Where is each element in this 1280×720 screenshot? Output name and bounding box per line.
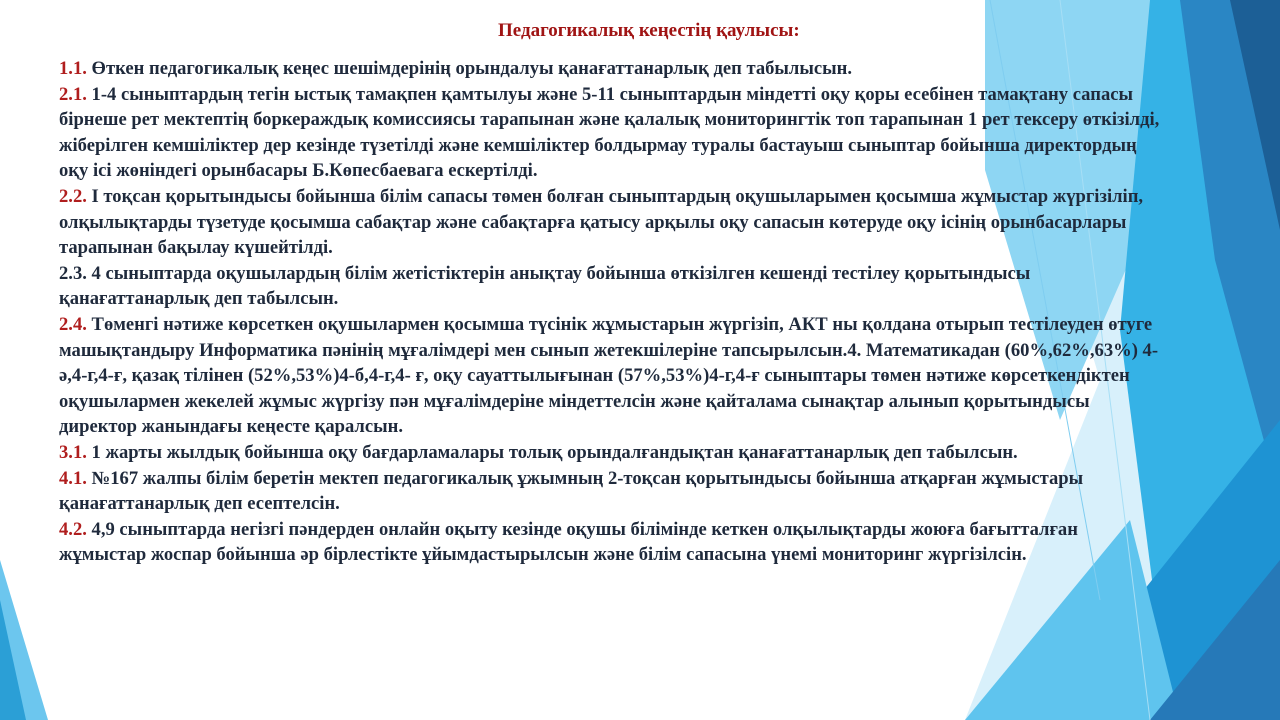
item-text: 4,9 сыныптарда негізгі пәндерден онлайн оқыту кезінде оқушы білімінде кеткен олқылықтарды жоюға бағытталған жұмыстар жоспар бойынша әр бірлестікте ұйымдастырылсын және білім сапасына үнемі мониторинг жүргізілсін.	[59, 518, 1078, 566]
item-number: 4.2.	[59, 518, 87, 540]
resolution-item	[59, 312, 1164, 440]
item-text: Өткен педагогикалық кеңес шешімдерінің орындалуы қанағаттанарлық деп табылысын.	[86, 58, 853, 79]
slide-title: Педагогикалық кеңестің қаулысы:	[498, 20, 800, 41]
item-text: №167 жалпы білім беретін мектеп педагогикалық ұжымның 2-тоқсан қорытындысы бойынша атқарған жұмыстары қанағаттанарлық деп есептелсін.	[59, 467, 1084, 515]
item-text: 1-4 сыныптардың тегін ыстық тамақпен қамтылуы және 5-11 сыныптардын міндетті оқу қоры есебінен тамақтану сапасы бірнеше рет мектептің боркераждық комиссиясы тарапынан және қалалық мониторингтік топ тарапынан 1 рет тексеру өткізілді, жіберілген кемшіліктер дер кезінде түзетілді және кемшіліктер болдырмау туралы бастауыш сыныптар бойынша директордың оқу ісі жөніндегі орынбасары Б.Көпесбаевага ескертілді.	[59, 83, 1160, 182]
resolution-item	[59, 466, 1164, 517]
item-number: 2.1.	[59, 83, 87, 105]
resolution-item	[59, 56, 1164, 82]
resolution-list	[59, 56, 1164, 568]
item-number: 2.4.	[59, 313, 87, 335]
item-text: 1 жарты жылдық бойынша оқу бағдарламалары толық орындалғандықтан қанағаттанарлық деп табылсын.	[86, 441, 1018, 463]
resolution-item	[59, 517, 1164, 568]
resolution-item	[59, 440, 1164, 466]
item-text: 4 сыныптарда оқушылардың білім жетістіктерін анықтау бойынша өткізілген кешенді тестілеу қорытындысы қанағаттанарлық деп табылсын.	[59, 262, 1031, 310]
item-number: 1.1.	[59, 58, 87, 79]
resolution-item	[59, 261, 1164, 312]
item-number: 3.1.	[59, 441, 87, 463]
item-number: 2.3.	[59, 262, 87, 284]
resolution-item	[59, 184, 1164, 261]
item-number: 2.2.	[59, 185, 87, 207]
resolution-item	[59, 82, 1164, 184]
item-number: 4.1.	[59, 467, 87, 489]
item-text: Төменгі нәтиже көрсеткен оқушылармен қосымша түсінік жұмыстарын жүргізіп, АКТ ны қолдана отырып тестілеуден өтуге машықтандыру Информатика пәнінің мұғалімдері мен сынып жетекшілеріне тапсырылсын.4. Математикадан (60%,62%,63%) 4-ә,4-г,4-ғ, қазақ тілінен (52%,53%)4-б,4-г,4- ғ, оқу сауаттылығынан (57%,53%)4-г,4-ғ сыныптары төмен нәтиже көрсеткендіктен оқушылармен жекелей жұмыс жүргізу пән мұғалімдеріне міндеттелсін және қайталама сынақтар алынып қорытындысы директор жанындағы кеңесте қаралсын.	[59, 313, 1159, 438]
item-text: I тоқсан қорытындысы бойынша білім сапасы төмен болған сыныптардың оқушыларымен қосымша жұмыстар жүргізіліп, олқылықтарды түзетуде қосымша сабақтар және сабақтарға қатысу арқылы оқу сапасын көтеруде оқу ісінің орынбасарлары тарапынан бақылау күшейтілді.	[59, 185, 1144, 259]
